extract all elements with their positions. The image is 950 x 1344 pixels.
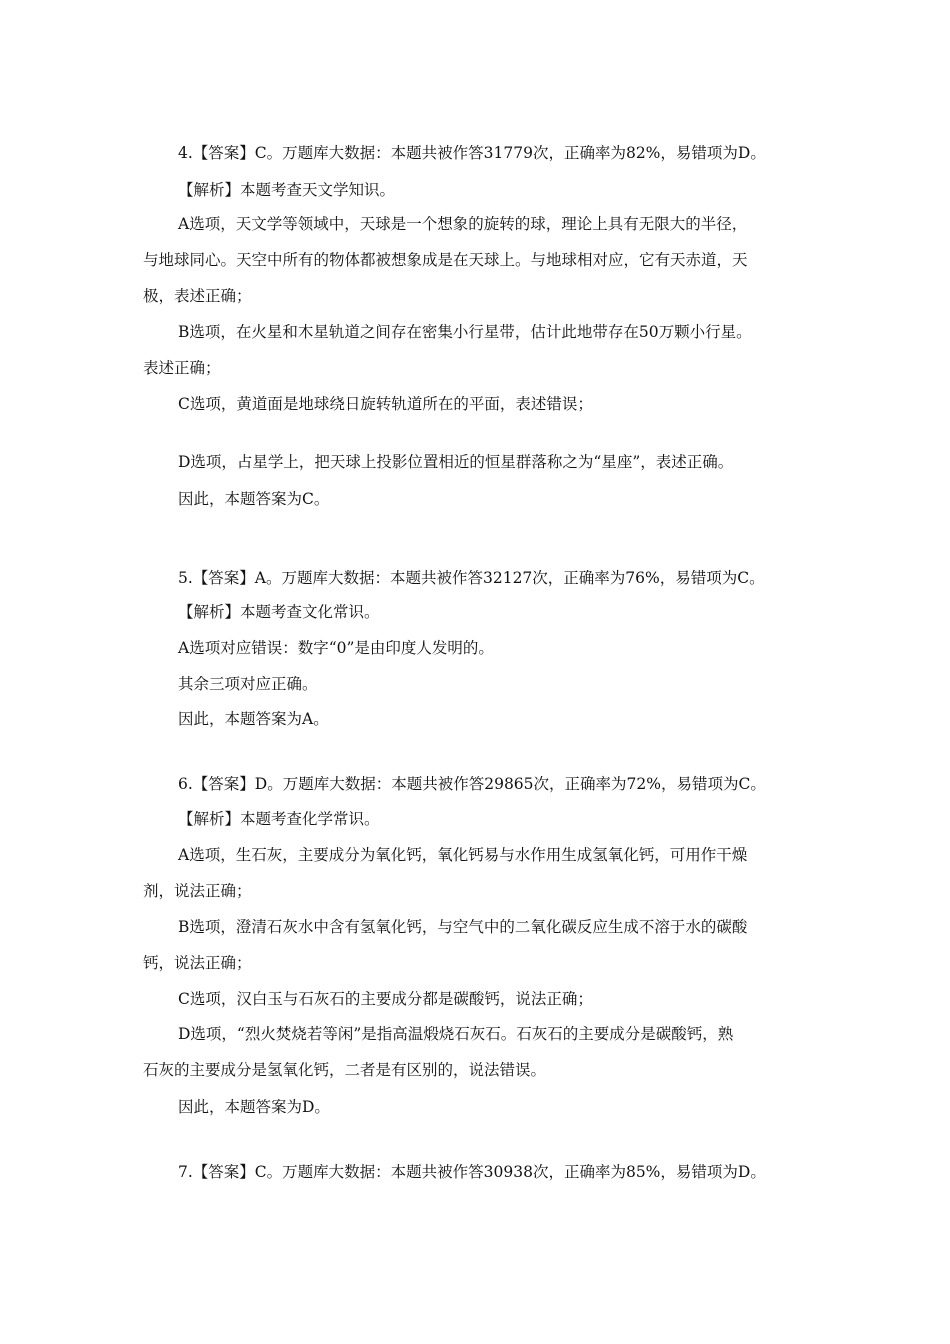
q4-conclusion: 因此，本题答案为C。 [178, 490, 330, 508]
q4-option-a-cont: 与地球同心。天空中所有的物体都被想象成是在天球上。与地球相对应，它有天赤道，天 [143, 251, 748, 269]
q6-option-c: C选项，汉白玉与石灰石的主要成分都是碳酸钙，说法正确； [178, 990, 593, 1008]
q5-option-a: A选项对应错误：数字“0”是由印度人发明的。 [178, 639, 494, 657]
q6-conclusion: 因此，本题答案为D。 [178, 1098, 330, 1116]
q6-option-d: D选项，“烈火焚烧若等闲”是指高温煅烧石灰石。石灰石的主要成分是碳酸钙，熟 [178, 1025, 734, 1043]
q4-option-a: A选项，天文学等领域中，天球是一个想象的旋转的球，理论上具有无限大的半径， [178, 215, 748, 233]
q4-option-a-cont: 极，表述正确； [143, 287, 252, 305]
q6-option-d-cont: 石灰的主要成分是氢氧化钙，二者是有区别的，说法错误。 [143, 1061, 547, 1079]
q6-option-b-cont: 钙，说法正确； [143, 954, 252, 972]
q4-option-d: D选项，占星学上，把天球上投影位置相近的恒星群落称之为“星座”，表述正确。 [178, 453, 734, 471]
q6-option-a: A选项，生石灰，主要成分为氧化钙，氧化钙易与水作用生成氢氧化钙，可用作干燥 [178, 846, 748, 864]
q4-option-c: C选项，黄道面是地球绕日旋转轨道所在的平面，表述错误； [178, 395, 593, 413]
q4-analysis: 【解析】本题考查天文学知识。 [178, 181, 396, 199]
q5-others: 其余三项对应正确。 [178, 675, 318, 693]
q6-analysis: 【解析】本题考查化学常识。 [178, 810, 380, 828]
q4-answer: 4.【答案】C。万题库大数据：本题共被作答31779次，正确率为82%，易错项为D。 [178, 144, 766, 162]
q5-conclusion: 因此，本题答案为A。 [178, 710, 329, 728]
q6-option-b: B选项，澄清石灰水中含有氢氧化钙，与空气中的二氧化碳反应生成不溶于水的碳酸 [178, 918, 748, 936]
q6-option-a-cont: 剂，说法正确； [143, 882, 252, 900]
q7-answer: 7.【答案】C。万题库大数据：本题共被作答30938次，正确率为85%，易错项为D。 [178, 1163, 766, 1181]
q6-answer: 6.【答案】D。万题库大数据：本题共被作答29865次，正确率为72%，易错项为C。 [178, 775, 766, 793]
q4-option-b: B选项，在火星和木星轨道之间存在密集小行星带，估计此地带存在50万颗小行星。 [178, 323, 752, 341]
q5-analysis: 【解析】本题考查文化常识。 [178, 603, 380, 621]
q4-option-b-cont: 表述正确； [143, 359, 221, 377]
q5-answer: 5.【答案】A。万题库大数据：本题共被作答32127次，正确率为76%，易错项为C。 [178, 569, 765, 587]
